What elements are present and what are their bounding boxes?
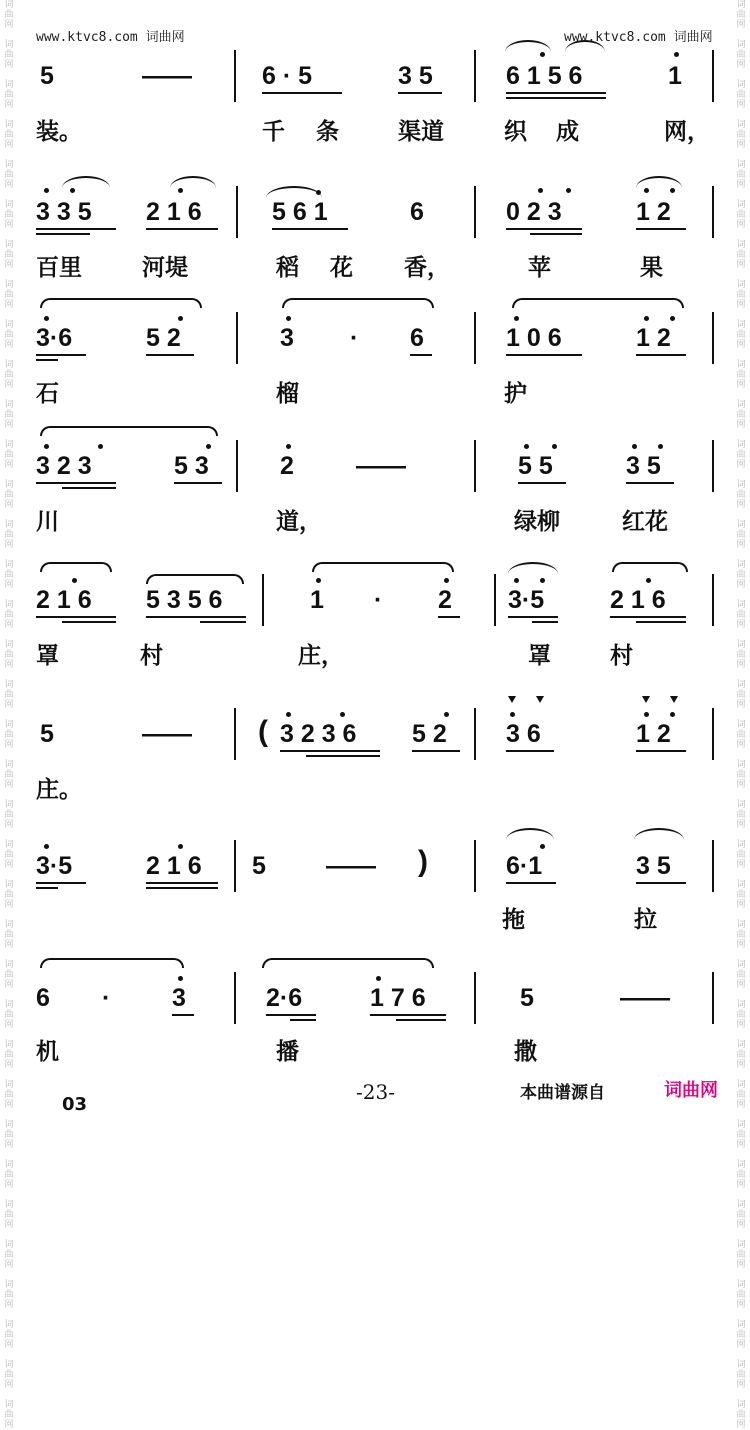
slur — [505, 40, 551, 52]
note: 5 — [252, 852, 266, 880]
octave-dot — [444, 578, 449, 583]
underline — [36, 887, 58, 889]
barline — [474, 972, 476, 1024]
octave-dot — [514, 578, 519, 583]
note: 2 1 6 — [146, 198, 202, 226]
dash-sustain: —— — [620, 984, 670, 1012]
note: 2 1 6 — [146, 852, 202, 880]
lyric: 村 — [610, 643, 633, 669]
underline — [610, 616, 686, 618]
octave-dot — [444, 712, 449, 717]
slur — [266, 186, 322, 198]
barline — [712, 50, 714, 102]
underline — [36, 228, 116, 230]
barline — [712, 186, 714, 238]
dot-extension: · — [102, 984, 111, 1012]
dash-sustain: —— — [356, 452, 406, 480]
underline — [36, 233, 90, 235]
lyric: 千 — [262, 119, 285, 145]
slur — [506, 828, 554, 840]
underline — [370, 1014, 446, 1016]
barline — [712, 574, 714, 626]
octave-dot — [646, 578, 651, 583]
note: 1 7 6 — [370, 984, 426, 1012]
note: 6 — [36, 984, 50, 1012]
octave-dot — [514, 316, 519, 321]
paren-open: ( — [258, 715, 268, 748]
site-url-right: www.ktvc8.com 词曲网 — [564, 30, 713, 45]
underline — [172, 1014, 194, 1016]
octave-dot — [206, 444, 211, 449]
underline — [62, 621, 116, 623]
barline — [236, 312, 238, 364]
underline — [532, 621, 558, 623]
octave-dot — [644, 712, 649, 717]
octave-dot — [674, 52, 679, 57]
barline — [712, 972, 714, 1024]
note: 3 2 3 6 — [280, 720, 357, 748]
octave-dot — [540, 578, 545, 583]
underline — [508, 616, 558, 618]
underline — [518, 482, 566, 484]
octave-dot — [670, 316, 675, 321]
lyric: 榴 — [276, 381, 299, 407]
barline — [234, 972, 236, 1024]
watermark-column-right: 词 曲 网 词 曲 网 词 曲 网 词 曲 网 词 曲 网 词 曲 网 词 曲 网 词 曲 网 词 曲 网 词 曲 网 词 曲 网 词 曲 网 词 曲 网 词 曲 网 词 曲 网 词 曲 网 词 曲 网 词 曲 网 词 曲 网 词 曲 网 词 曲 网 词 曲 网 词 曲 网 词 曲 网 词 曲 网 词 曲 网 词 曲 网 词 曲 网 词 曲 网 词 曲 网 词 曲 网 词 曲 网 词 曲 网 词 曲 网 词 曲 网 词 曲 网 — [736, 0, 746, 1430]
slur — [636, 176, 682, 188]
slur — [262, 958, 434, 968]
octave-dot — [44, 316, 49, 321]
note: 3·6 — [36, 324, 73, 352]
note: 5 3 — [174, 452, 209, 480]
note: 2 — [438, 586, 452, 614]
octave-dot — [566, 188, 571, 193]
octave-dot — [286, 316, 291, 321]
slur — [170, 176, 216, 188]
barline — [234, 50, 236, 102]
note: 6 1 5 6 — [506, 62, 583, 90]
octave-dot — [644, 188, 649, 193]
note: 6 — [410, 198, 424, 226]
lyric: 果 — [640, 255, 663, 281]
note: 2·6 — [266, 984, 303, 1012]
octave-dot — [72, 578, 77, 583]
note: 6·1 — [506, 852, 543, 880]
slur — [508, 562, 558, 574]
octave-dot — [540, 844, 545, 849]
lyric: 苹 — [528, 255, 551, 281]
note: 3 5 — [626, 452, 661, 480]
note: 5 3 5 6 — [146, 586, 223, 614]
barline — [474, 312, 476, 364]
note: 0 2 3 — [506, 198, 562, 226]
octave-dot — [670, 712, 675, 717]
slur — [312, 562, 454, 572]
underline — [174, 482, 222, 484]
lyric: 河堤 — [142, 255, 188, 281]
octave-dot — [44, 844, 49, 849]
note: 5 2 — [146, 324, 181, 352]
lyric: 川 — [36, 509, 59, 535]
underline — [200, 621, 246, 623]
dot-extension: · — [350, 324, 359, 352]
page-number: -23- — [356, 1080, 395, 1104]
lyric: 罩 — [528, 643, 551, 669]
octave-dot — [524, 444, 529, 449]
barline — [234, 708, 236, 760]
underline — [146, 616, 246, 618]
underline — [146, 354, 194, 356]
lyric: 拉 — [634, 907, 657, 933]
barline — [474, 186, 476, 238]
note: 6 · 5 — [262, 62, 313, 90]
dash-sustain: —— — [142, 62, 192, 90]
underline — [36, 354, 86, 356]
octave-dot — [44, 188, 49, 193]
note: 3·5 — [36, 852, 73, 880]
accent-mark — [670, 696, 678, 703]
site-logo: 词曲网 — [664, 1080, 718, 1101]
octave-dot — [178, 976, 183, 981]
octave-dot — [340, 712, 345, 717]
barline — [474, 50, 476, 102]
barline — [712, 312, 714, 364]
lyric: 庄。 — [36, 777, 82, 803]
lyric: 机 — [36, 1039, 59, 1065]
dash-sustain: —— — [142, 720, 192, 748]
accent-mark — [508, 696, 516, 703]
slur — [40, 426, 218, 436]
underline — [36, 882, 86, 884]
octave-dot — [286, 444, 291, 449]
note: 5 — [40, 62, 54, 90]
underline — [280, 750, 380, 752]
underline — [438, 616, 460, 618]
note: 5 2 — [412, 720, 447, 748]
octave-dot — [540, 52, 545, 57]
dot-extension: · — [374, 586, 383, 614]
underline — [62, 487, 116, 489]
barline — [474, 708, 476, 760]
note: 2 — [280, 452, 294, 480]
note: 5 6 1 — [272, 198, 328, 226]
paren-close: ) — [418, 845, 428, 878]
lyric: 石 — [36, 381, 59, 407]
octave-dot — [98, 444, 103, 449]
octave-dot — [44, 444, 49, 449]
underline — [146, 887, 218, 889]
underline — [290, 1019, 316, 1021]
underline — [398, 92, 442, 94]
octave-dot — [510, 712, 515, 717]
note: 1 2 — [636, 324, 671, 352]
underline — [506, 92, 606, 94]
slur — [282, 298, 434, 308]
octave-dot — [316, 190, 321, 195]
note: 3 — [280, 324, 294, 352]
octave-dot — [552, 444, 557, 449]
underline — [262, 92, 342, 94]
lyric: 成 — [556, 119, 579, 145]
barline — [236, 440, 238, 492]
note: 3 5 — [398, 62, 433, 90]
lyric: 拖 — [502, 907, 525, 933]
barline — [474, 440, 476, 492]
lyric: 网， — [664, 119, 710, 145]
octave-dot — [316, 578, 321, 583]
lyric: 罩 — [36, 643, 59, 669]
underline — [636, 354, 686, 356]
lyric: 绿柳 — [514, 509, 560, 535]
lyric: 花 — [330, 255, 353, 281]
octave-dot — [538, 188, 543, 193]
lyric: 装。 — [36, 119, 82, 145]
barline — [262, 574, 264, 626]
underline — [146, 882, 218, 884]
slur — [40, 298, 202, 308]
note: 1 0 6 — [506, 324, 562, 352]
dash-sustain: —— — [326, 852, 376, 880]
slur — [612, 562, 688, 572]
octave-dot — [632, 444, 637, 449]
barline — [712, 840, 714, 892]
underline — [530, 233, 582, 235]
underline — [636, 228, 686, 230]
source-label: 本曲谱源自 — [520, 1083, 605, 1103]
cut-off-text: 03 — [62, 1094, 88, 1115]
lyric: 条 — [316, 119, 339, 145]
note: 1 2 — [636, 720, 671, 748]
octave-dot — [178, 844, 183, 849]
underline — [506, 750, 554, 752]
lyric: 道， — [276, 509, 322, 535]
underline — [36, 616, 116, 618]
note: 3 6 — [506, 720, 541, 748]
underline — [146, 228, 218, 230]
underline — [636, 621, 686, 623]
note: 3 3 5 — [36, 198, 92, 226]
lyric: 村 — [140, 643, 163, 669]
underline — [272, 228, 348, 230]
underline — [636, 750, 686, 752]
slur — [634, 828, 684, 840]
note: 1 — [668, 62, 682, 90]
note: 2 1 6 — [610, 586, 666, 614]
note: 1 — [310, 586, 324, 614]
slur — [62, 176, 110, 188]
barline — [494, 574, 496, 626]
octave-dot — [70, 188, 75, 193]
underline — [412, 750, 460, 752]
underline — [636, 882, 686, 884]
underline — [506, 882, 556, 884]
accent-mark — [642, 696, 650, 703]
underline — [266, 1014, 316, 1016]
underline — [626, 482, 674, 484]
lyric: 渠道 — [398, 119, 444, 145]
underline — [396, 1019, 446, 1021]
note: 2 1 6 — [36, 586, 92, 614]
accent-mark — [536, 696, 544, 703]
underline — [306, 755, 380, 757]
underline — [36, 359, 58, 361]
octave-dot — [178, 188, 183, 193]
barline — [234, 840, 236, 892]
watermark-column-left: 词 曲 网 词 曲 网 词 曲 网 词 曲 网 词 曲 网 词 曲 网 词 曲 网 词 曲 网 词 曲 网 词 曲 网 词 曲 网 词 曲 网 词 曲 网 词 曲 网 词 曲 网 词 曲 网 词 曲 网 词 曲 网 词 曲 网 词 曲 网 词 曲 网 词 曲 网 词 曲 网 词 曲 网 词 曲 网 词 曲 网 词 曲 网 词 曲 网 词 曲 网 词 曲 网 词 曲 网 词 曲 网 词 曲 网 词 曲 网 词 曲 网 词 曲 网 — [4, 0, 14, 1430]
note: 3 — [172, 984, 186, 1012]
lyric: 庄， — [298, 643, 344, 669]
underline — [506, 97, 606, 99]
note: 5 — [40, 720, 54, 748]
octave-dot — [376, 976, 381, 981]
lyric: 织 — [504, 119, 527, 145]
slur — [40, 562, 112, 572]
note: 3 5 — [636, 852, 671, 880]
lyric: 稻 — [276, 255, 299, 281]
octave-dot — [658, 444, 663, 449]
note: 5 — [520, 984, 534, 1012]
note: 3·5 — [508, 586, 545, 614]
note: 1 2 — [636, 198, 671, 226]
lyric: 撒 — [514, 1039, 537, 1065]
note: 5 5 — [518, 452, 553, 480]
octave-dot — [286, 712, 291, 717]
note: 3 2 3 — [36, 452, 92, 480]
octave-dot — [670, 188, 675, 193]
underline — [36, 482, 116, 484]
barline — [474, 840, 476, 892]
barline — [712, 440, 714, 492]
slur — [40, 958, 184, 968]
lyric: 红花 — [622, 509, 668, 535]
note: 6 — [410, 324, 424, 352]
underline — [506, 354, 582, 356]
lyric: 播 — [276, 1039, 299, 1065]
slur — [146, 574, 244, 584]
barline — [712, 708, 714, 760]
underline — [410, 354, 432, 356]
lyric: 护 — [504, 381, 527, 407]
barline — [236, 186, 238, 238]
slur — [512, 298, 684, 308]
site-url-left: www.ktvc8.com 词曲网 — [36, 30, 185, 45]
lyric: 香， — [404, 255, 450, 281]
lyric: 百里 — [36, 255, 82, 281]
underline — [506, 228, 582, 230]
octave-dot — [178, 316, 183, 321]
octave-dot — [644, 316, 649, 321]
